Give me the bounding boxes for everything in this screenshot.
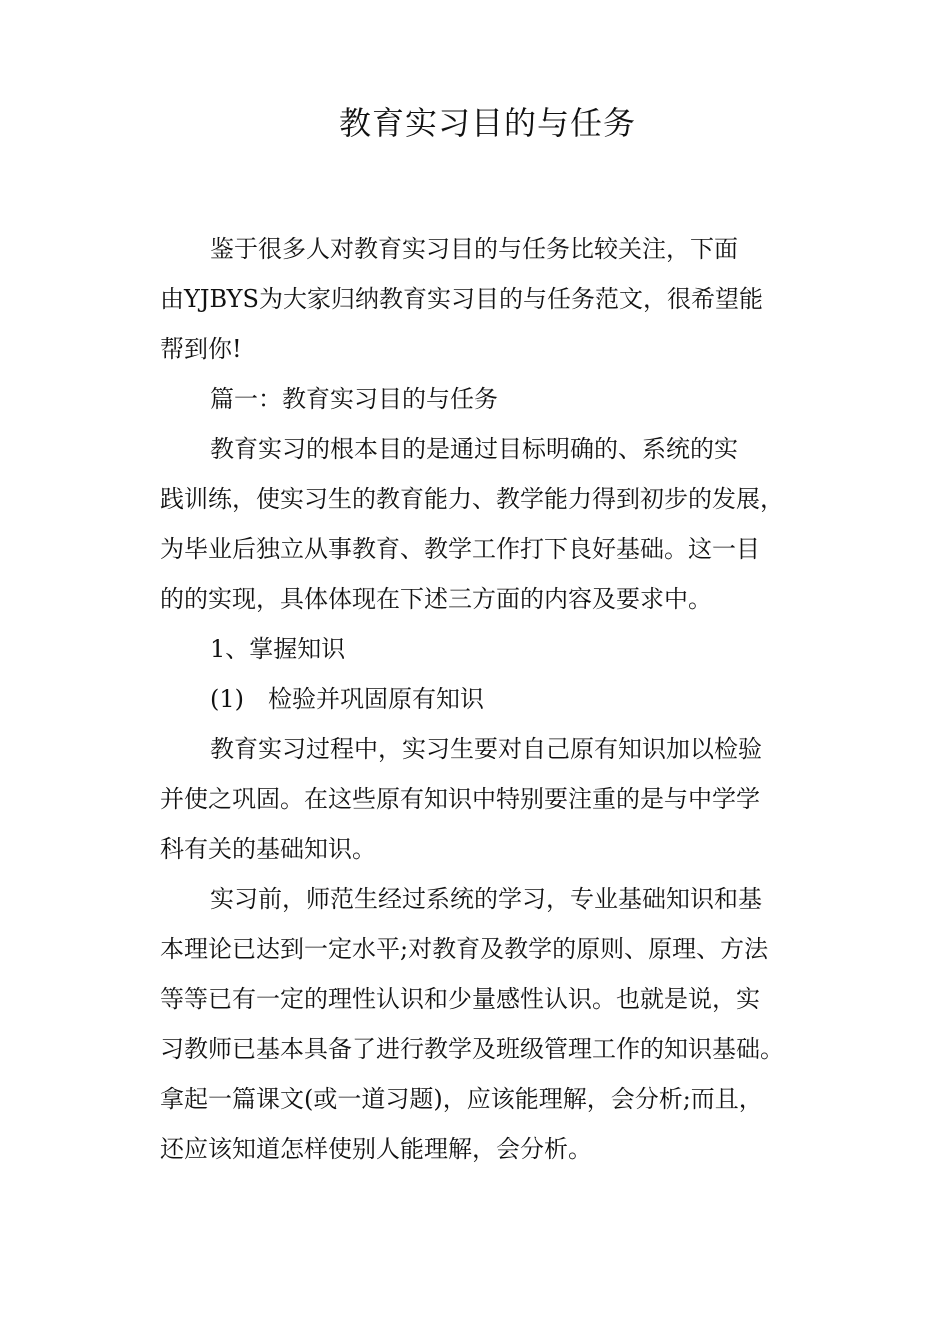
paragraph-before-practice-line-1: 实习前，师范生经过系统的学习，专业基础知识和基 bbox=[210, 885, 762, 913]
paragraph-verify-line-2: 并使之巩固。在这些原有知识中特别要注重的是与中学学 bbox=[160, 785, 760, 813]
paragraph-purpose-line-2: 践训练，使实习生的教育能力、教学能力得到初步的发展， bbox=[160, 485, 784, 513]
paragraph-intro-line-2: 由YJBYS为大家归纳教育实习目的与任务范文，很希望能 bbox=[160, 285, 763, 313]
paragraph-verify-line-1: 教育实习过程中，实习生要对自己原有知识加以检验 bbox=[210, 735, 762, 763]
section-heading-part-one: 篇一：教育实习目的与任务 bbox=[210, 385, 498, 413]
document-title: 教育实习目的与任务 bbox=[338, 104, 636, 142]
paragraph-intro-line-3: 帮到你! bbox=[160, 335, 242, 363]
paragraph-verify-line-3: 科有关的基础知识。 bbox=[160, 835, 376, 863]
subheading-verify-knowledge: (1) 检验并巩固原有知识 bbox=[210, 685, 484, 713]
paragraph-purpose-line-4: 的的实现，具体体现在下述三方面的内容及要求中。 bbox=[160, 585, 712, 613]
paragraph-intro-line-1: 鉴于很多人对教育实习目的与任务比较关注，下面 bbox=[210, 235, 738, 263]
paragraph-before-practice-line-4: 习教师已基本具备了进行教学及班级管理工作的知识基础。 bbox=[160, 1035, 784, 1063]
paragraph-purpose-line-1: 教育实习的根本目的是通过目标明确的、系统的实 bbox=[210, 435, 738, 463]
paragraph-before-practice-line-6: 还应该知道怎样使别人能理解，会分析。 bbox=[160, 1135, 592, 1163]
paragraph-before-practice-line-2: 本理论已达到一定水平;对教育及教学的原则、原理、方法 bbox=[160, 935, 769, 963]
document-body bbox=[160, 224, 820, 1174]
paragraph-before-practice-line-3: 等等已有一定的理性认识和少量感性认识。也就是说，实 bbox=[160, 985, 760, 1013]
list-heading-master-knowledge: 1、掌握知识 bbox=[210, 635, 346, 663]
paragraph-before-practice-line-5: 拿起一篇课文(或一道习题)，应该能理解，会分析;而且， bbox=[160, 1085, 763, 1113]
paragraph-purpose-line-3: 为毕业后独立从事教育、教学工作打下良好基础。这一目 bbox=[160, 535, 760, 563]
